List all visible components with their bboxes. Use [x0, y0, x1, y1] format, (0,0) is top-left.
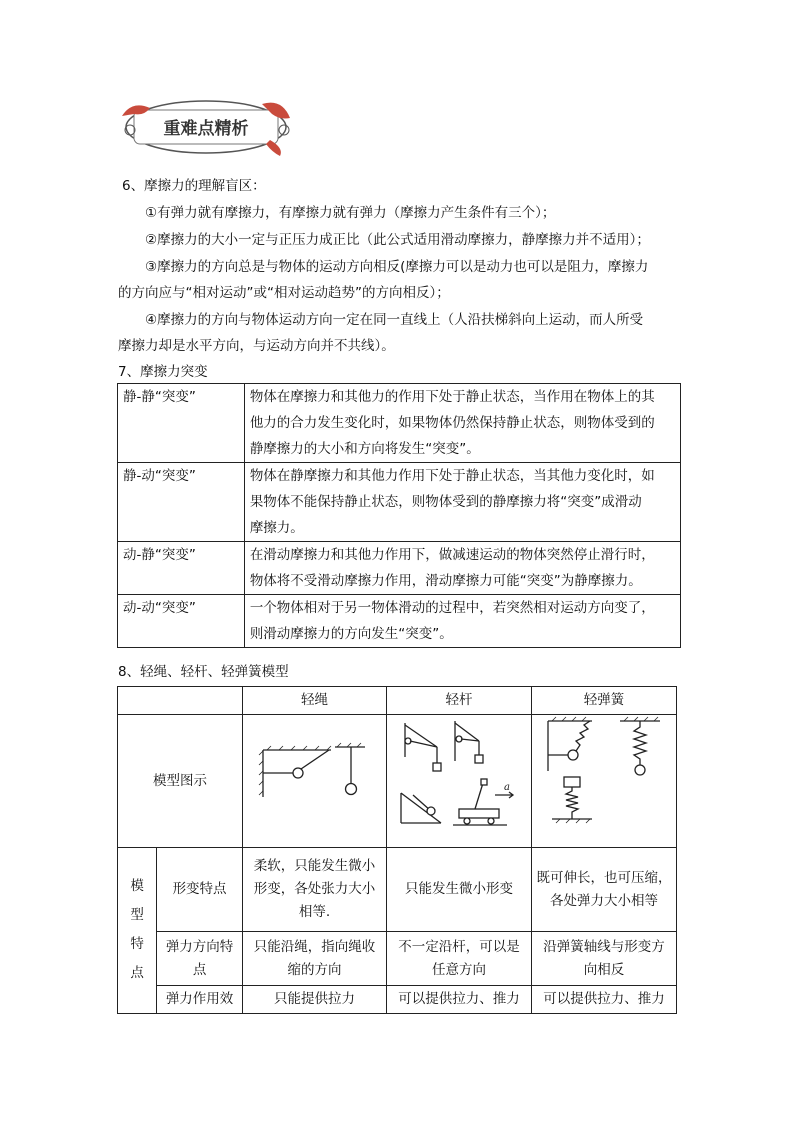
table-row — [118, 542, 681, 595]
table-row — [118, 463, 681, 542]
section-6-item-1: ①有弹力就有摩擦力，有摩擦力就有弹力（摩擦力产生条件有三个）； — [145, 205, 556, 221]
section-7-heading: 7、摩擦力突变 — [118, 364, 208, 380]
acceleration-label: a — [503, 782, 510, 793]
cell: 只能提供拉力 — [242, 986, 386, 1014]
group-label-char: 型 — [130, 907, 144, 923]
cell: 不一定沿杆，可以是 任意方向 — [386, 932, 531, 986]
row-label: 弹力方向特 点 — [157, 932, 243, 986]
table-row — [118, 986, 677, 1014]
section-6-item-3: ③摩擦力的方向总是与物体的运动方向相反(摩擦力可以是动力也可以是阻力，摩擦力 — [145, 259, 649, 275]
cell: 可以提供拉力、推力 — [531, 986, 676, 1014]
row-text: 物体在摩擦力和其他力的作用下处于静止状态，当作用在物体上的其 他力的合力发生变化时，如果物体仍然保持静止状态，则物体受到的 静摩擦力的大小和方向将发生“突变”。 — [244, 384, 680, 463]
section-8-heading: 8、轻绳、轻杆、轻弹簧模型 — [118, 664, 289, 680]
cell: 沿弹簧轴线与形变方 向相反 — [531, 932, 676, 986]
table-row — [118, 595, 681, 648]
cell: 柔软，只能发生微小 形变，各处张力大小 相等. — [242, 848, 386, 932]
col-header-rod: 轻杆 — [386, 687, 531, 715]
model-table — [117, 686, 677, 1014]
row-text: 在滑动摩擦力和其他力作用下，做减速运动的物体突然停止滑行时， 物体将不受滑动摩擦力作用，滑动摩擦力可能“突变”为静摩擦力。 — [244, 542, 680, 595]
row-label: 弹力作用效 — [157, 986, 243, 1014]
group-label-char: 点 — [130, 965, 144, 981]
cell: 可以提供拉力、推力 — [386, 986, 531, 1014]
rod-diagram — [387, 715, 531, 839]
row-label: 形变特点 — [157, 848, 243, 932]
banner-title: 重难点精析 — [163, 119, 249, 139]
rope-diagram — [243, 715, 386, 839]
section-6-heading: 6、摩擦力的理解盲区： — [122, 178, 266, 194]
col-header-spring: 轻弹簧 — [531, 687, 676, 715]
group-label-char: 模 — [130, 878, 144, 894]
section-6-item-4-cont: 摩擦力却是水平方向，与运动方向并不共线）。 — [118, 338, 395, 354]
rope-diagram-cell — [242, 715, 386, 848]
spring-diagram — [532, 715, 676, 839]
table-row — [118, 932, 677, 986]
section-6-item-3-cont: 的方向应与“相对运动”或“相对运动趋势”的方向相反）； — [118, 285, 450, 301]
row-text: 物体在静摩擦力和其他力作用下处于静止状态，当其他力变化时，如 果物体不能保持静止状态，则物体受到的静摩擦力将“突变”成滑动 摩擦力。 — [244, 463, 680, 542]
cell: 只能发生微小形变 — [386, 848, 531, 932]
row-label: 动-动“突变” — [118, 595, 245, 648]
col-header-rope: 轻绳 — [242, 687, 386, 715]
row-label: 静-静“突变” — [118, 384, 245, 463]
group-label-char: 特 — [130, 936, 144, 952]
table-row — [118, 848, 677, 932]
table-row — [118, 687, 677, 715]
rod-diagram-cell — [386, 715, 531, 848]
model-group-label — [118, 848, 157, 1014]
table-row — [118, 715, 677, 848]
section-6-item-4: ④摩擦力的方向与物体运动方向一定在同一直线上（人沿扶梯斜向上运动，而人所受 — [145, 312, 644, 328]
friction-jump-table — [117, 383, 681, 648]
row-label: 静-动“突变” — [118, 463, 245, 542]
section-6-item-2: ②摩擦力的大小一定与正压力成正比（此公式适用滑动摩擦力，静摩擦力并不适用）； — [145, 232, 650, 248]
cell: 既可伸长，也可压缩， 各处弹力大小相等 — [531, 848, 676, 932]
diagram-row-label: 模型图示 — [118, 715, 243, 848]
cell: 只能沿绳，指向绳收 缩的方向 — [242, 932, 386, 986]
section-banner — [120, 96, 292, 158]
table-row — [118, 384, 681, 463]
row-label: 动-静“突变” — [118, 542, 245, 595]
row-text: 一个物体相对于另一物体滑动的过程中，若突然相对运动方向变了， 则滑动摩擦力的方向发生“突变”。 — [244, 595, 680, 648]
spring-diagram-cell — [531, 715, 676, 848]
